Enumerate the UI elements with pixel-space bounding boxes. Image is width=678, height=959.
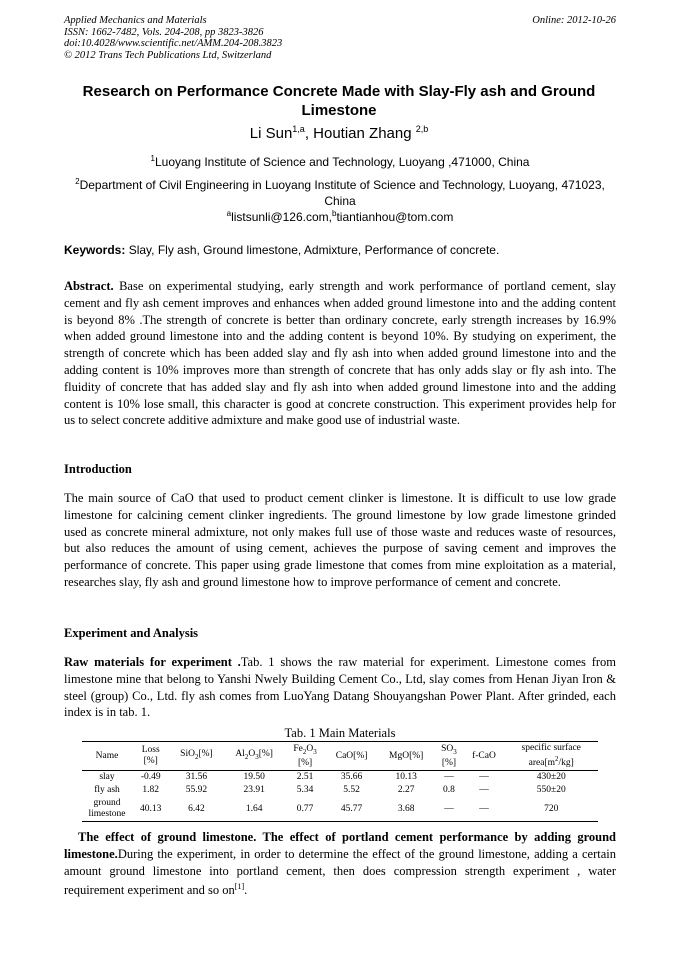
table-row: [82, 797, 598, 822]
cell-loss: -0.49: [140, 772, 161, 783]
cell-sio2: 31.56: [185, 772, 208, 783]
author-2: Houtian Zhang: [313, 125, 412, 142]
email-line: [64, 206, 616, 225]
effect-ref: [1]: [234, 882, 245, 892]
affiliation-2-text: Department of Civil Engineering in Luoyang Institute of Science and Technology, Luoyang, 471023, China: [79, 178, 605, 208]
affiliation-2: [64, 174, 616, 209]
cell-al2o3: 23.91: [243, 785, 265, 796]
effect-text: During the experiment, in order to determine the effect of the ground limestone, adding a certain amount ground limestone into portland cement, then does compression strength experiment , water requirement experiment and so on: [64, 846, 616, 898]
col-al2o3: $Al_2O_3[\%]$: [223, 742, 284, 771]
effect-paragraph: [64, 829, 616, 899]
copyright-line: © 2012 Trans Tech Publications Ltd, Switzerland: [64, 49, 272, 61]
effect-end: .: [244, 883, 248, 898]
author-line: [60, 124, 618, 142]
table-row: [82, 784, 598, 797]
cell-surface: 720: [504, 797, 598, 822]
cell-cao: 5.52: [343, 785, 360, 796]
introduction-heading: Introduction: [64, 462, 132, 476]
raw-materials-paragraph: [64, 654, 616, 721]
cell-surface: 550±20: [536, 785, 566, 796]
keywords-text: Slay, Fly ash, Ground limestone, Admixture, Performance of concrete.: [128, 243, 500, 257]
cell-fcao: —: [479, 785, 489, 796]
issn-line: ISSN: 1662-7482, Vols. 204-208, pp 3823-3826: [64, 26, 264, 38]
abstract: [64, 278, 616, 429]
author-1-sup: 1,a: [292, 124, 305, 134]
col-mgo: MgO[%]: [378, 742, 435, 771]
col-so3: $SO_3$ [%]: [434, 742, 463, 771]
cell-so3: —: [434, 797, 463, 822]
email-b-sup: b: [331, 209, 337, 218]
journal-header: [64, 15, 616, 61]
cell-fe2o3: 0.77: [285, 797, 325, 822]
abstract-label: Abstract.: [64, 279, 114, 293]
cell-so3: —: [444, 772, 454, 783]
col-sio2: SiO$_2$[%]: [169, 742, 223, 771]
keywords: [64, 243, 616, 257]
cell-name: fly ash: [94, 785, 120, 796]
author-separator: ,: [304, 125, 314, 142]
cell-fcao: —: [479, 772, 489, 783]
col-loss: Loss [%]: [132, 742, 169, 771]
author-2-sup: 2,b: [415, 124, 429, 134]
cell-name: slay: [99, 772, 115, 783]
table-header-row: [82, 742, 598, 771]
cell-fcao: —: [463, 797, 504, 822]
cell-so3: 0.8: [443, 785, 455, 796]
materials-table: [82, 741, 598, 822]
cell-al2o3: 1.64: [223, 797, 284, 822]
col-fcao: f-CaO: [463, 742, 504, 771]
email-a-sup: a: [226, 209, 232, 218]
effect-label: The effect of ground limestone. The effect of portland cement performance by adding ground limestone.: [64, 830, 616, 861]
cell-sio2: 6.42: [169, 797, 223, 822]
table-row: [82, 771, 598, 785]
cell-mgo: 3.68: [378, 797, 435, 822]
introduction-text: The main source of CaO that used to product cement clinker is limestone. It is difficult to use low grade limestone for calcining cement clinker ingredients. The ground limestone by low grade limestone grinded used as concrete mineral admixture, not only makes full use of those waste and reduces waste of resources, but also reduces the amount of using cement, achieves the purpose of saving cement and improves the performance of concrete. This paper using grade limestone that comes from mine exploitation as a material, researches slay, fly ash and ground limestone how to improve performance of cement and concrete.: [64, 491, 616, 589]
email-b: tiantianhou@tom.com: [336, 210, 454, 224]
affiliation-1-text: Luoyang Institute of Science and Technology, Luoyang ,471000, China: [154, 155, 530, 169]
raw-materials-text: Tab. 1 shows the raw material for experiment. Limestone comes from limestone mine that belong to Yanshi Nwely Building Cement Co., Ltd, slay comes from Henan Jiyan Iron & steel (group) Co., Ltd. fly ash comes from LuoYang Datang Shouyangshan Power Plant. After grinded, each index is in tab. 1.: [64, 655, 616, 720]
cell-loss: 1.82: [142, 785, 160, 796]
cell-surface: 430±20: [536, 772, 566, 783]
cell-cao: 45.77: [325, 797, 378, 822]
email-a: listsunli@126.com,: [231, 210, 332, 224]
affiliation-1-sup: 1: [150, 154, 155, 163]
journal-name: Applied Mechanics and Materials: [64, 15, 207, 26]
online-date: Online: 2012-10-26: [532, 15, 616, 26]
abstract-text: Base on experimental studying, early strength and work performance of portland cement, slay cement and fly ash cement improves and enhances when added ground limestone into and the adding content is beyond 8% .The strength of concrete is better than ordinary concrete, early strength increases by 16.9% when added ground limestone into and the adding content is beyond 10%. By studying on experiment, the strength of concrete which has been added slay and fly ash into when added ground limestone into and the adding content is 10% improves more than strength of concrete that has only adds slay or fly ash into. The fluidity of concrete that has added slay and fly ash into when added ground limestone into and the adding content is 10% lose small, this character is good at concrete construction. This experiment provides help for us to select concrete additive admixture and make good use of industrial waste.: [64, 279, 617, 428]
cell-mgo: 2.27: [397, 785, 415, 796]
col-fe2o3: $Fe_2O_3$ [%]: [285, 742, 325, 771]
col-name: Name: [82, 742, 132, 771]
cell-mgo: 10.13: [395, 772, 417, 783]
keywords-label: Keywords:: [64, 243, 126, 257]
col-surface: specific surface $area[m^2/kg]$: [504, 742, 598, 771]
doi-line: doi:10.4028/www.scientific.net/AMM.204-208.3823: [64, 38, 283, 49]
experiment-heading: Experiment and Analysis: [64, 626, 199, 640]
cell-loss: 40.13: [132, 797, 169, 822]
affiliation-2-sup: 2: [75, 177, 80, 186]
cell-al2o3: 19.50: [243, 772, 265, 783]
affiliation-1: [64, 151, 616, 170]
cell-sio2: 55.92: [185, 785, 208, 796]
table-caption: Tab. 1 Main Materials: [284, 726, 396, 740]
cell-fe2o3: 2.51: [296, 772, 314, 783]
col-cao: CaO[%]: [325, 742, 378, 771]
cell-name: ground limestone: [82, 797, 132, 822]
cell-fe2o3: 5.34: [296, 785, 314, 796]
raw-materials-label: Raw materials for experiment .: [64, 655, 241, 669]
author-1: Li Sun: [249, 125, 293, 142]
paper-title: Research on Performance Concrete Made with Slay-Fly ash and Ground Limestone: [82, 83, 596, 119]
cell-cao: 35.66: [340, 772, 363, 783]
